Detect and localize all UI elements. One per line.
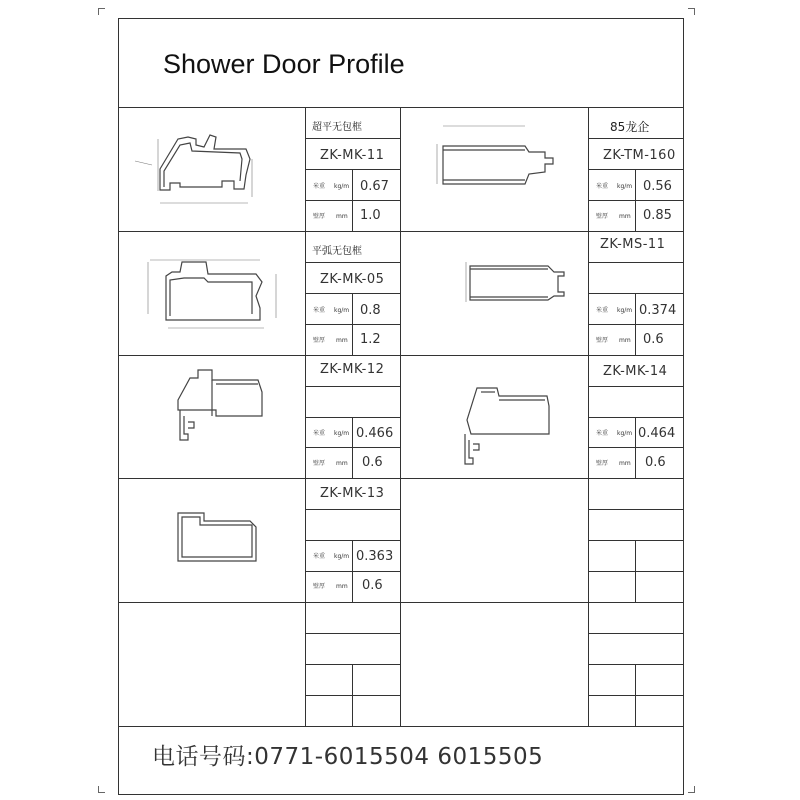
weight-label: 米重 xyxy=(596,430,609,437)
weight-value: 0.464 xyxy=(638,426,676,441)
thickness-value: 0.85 xyxy=(643,208,672,223)
thickness-value: 1.2 xyxy=(360,332,381,347)
profile-chinese-name: 平弧无包框 xyxy=(312,246,362,257)
thickness-value: 0.6 xyxy=(645,455,666,470)
thickness-unit: mm xyxy=(336,583,348,590)
frame-corner-mark xyxy=(688,786,695,793)
profile-code: ZK-TM-160 xyxy=(603,148,676,163)
profile-code: ZK-MK-13 xyxy=(320,486,385,501)
thickness-unit: mm xyxy=(619,337,631,344)
profile-drawing xyxy=(455,378,560,468)
frame-corner-mark xyxy=(688,8,695,15)
weight-label: 米重 xyxy=(313,307,326,314)
weight-unit: kg/m xyxy=(617,430,633,437)
profile-code: ZK-MK-11 xyxy=(320,148,385,163)
thickness-value: 0.6 xyxy=(643,332,664,347)
frame-corner-mark xyxy=(98,786,105,793)
profile-drawing xyxy=(425,118,565,198)
weight-unit: kg/m xyxy=(617,307,633,314)
profile-drawing xyxy=(170,362,270,447)
thickness-label: 壁厚 xyxy=(313,337,326,344)
weight-unit: kg/m xyxy=(617,183,633,190)
thickness-unit: mm xyxy=(336,460,348,467)
weight-value: 0.363 xyxy=(356,549,394,564)
thickness-label: 壁厚 xyxy=(313,213,326,220)
frame-corner-mark xyxy=(98,8,105,15)
weight-value: 0.56 xyxy=(643,179,672,194)
profile-code: ZK-MK-14 xyxy=(603,364,668,379)
weight-label: 米重 xyxy=(596,183,609,190)
profile-drawing xyxy=(170,505,270,565)
thickness-unit: mm xyxy=(336,213,348,220)
thickness-value: 1.0 xyxy=(360,208,381,223)
profile-drawing xyxy=(460,258,570,308)
thickness-value: 0.6 xyxy=(362,455,383,470)
footer-phone: 电话号码:0771-6015504 6015505 xyxy=(152,744,544,770)
thickness-label: 壁厚 xyxy=(596,213,609,220)
weight-value: 0.466 xyxy=(356,426,394,441)
thickness-label: 壁厚 xyxy=(596,460,609,467)
profile-code: ZK-MK-12 xyxy=(320,362,385,377)
page-title: Shower Door Profile xyxy=(163,49,405,79)
thickness-label: 壁厚 xyxy=(313,460,326,467)
profile-chinese-name: 超平无包框 xyxy=(312,122,362,133)
weight-value: 0.67 xyxy=(360,179,389,194)
thickness-value: 0.6 xyxy=(362,578,383,593)
weight-unit: kg/m xyxy=(334,553,350,560)
profile-drawing xyxy=(130,125,260,210)
thickness-label: 壁厚 xyxy=(313,583,326,590)
weight-value: 0.374 xyxy=(639,303,677,318)
thickness-label: 壁厚 xyxy=(596,337,609,344)
weight-unit: kg/m xyxy=(334,307,350,314)
thickness-unit: mm xyxy=(619,213,631,220)
profile-code: ZK-MS-11 xyxy=(600,237,666,252)
profile-code: ZK-MK-05 xyxy=(320,272,385,287)
weight-label: 米重 xyxy=(313,183,326,190)
weight-label: 米重 xyxy=(313,430,326,437)
weight-unit: kg/m xyxy=(334,430,350,437)
weight-unit: kg/m xyxy=(334,183,350,190)
thickness-unit: mm xyxy=(619,460,631,467)
profile-drawing xyxy=(140,252,285,337)
weight-label: 米重 xyxy=(596,307,609,314)
weight-value: 0.8 xyxy=(360,303,381,318)
profile-chinese-name: 85龙企 xyxy=(610,120,650,134)
thickness-unit: mm xyxy=(336,337,348,344)
weight-label: 米重 xyxy=(313,553,326,560)
